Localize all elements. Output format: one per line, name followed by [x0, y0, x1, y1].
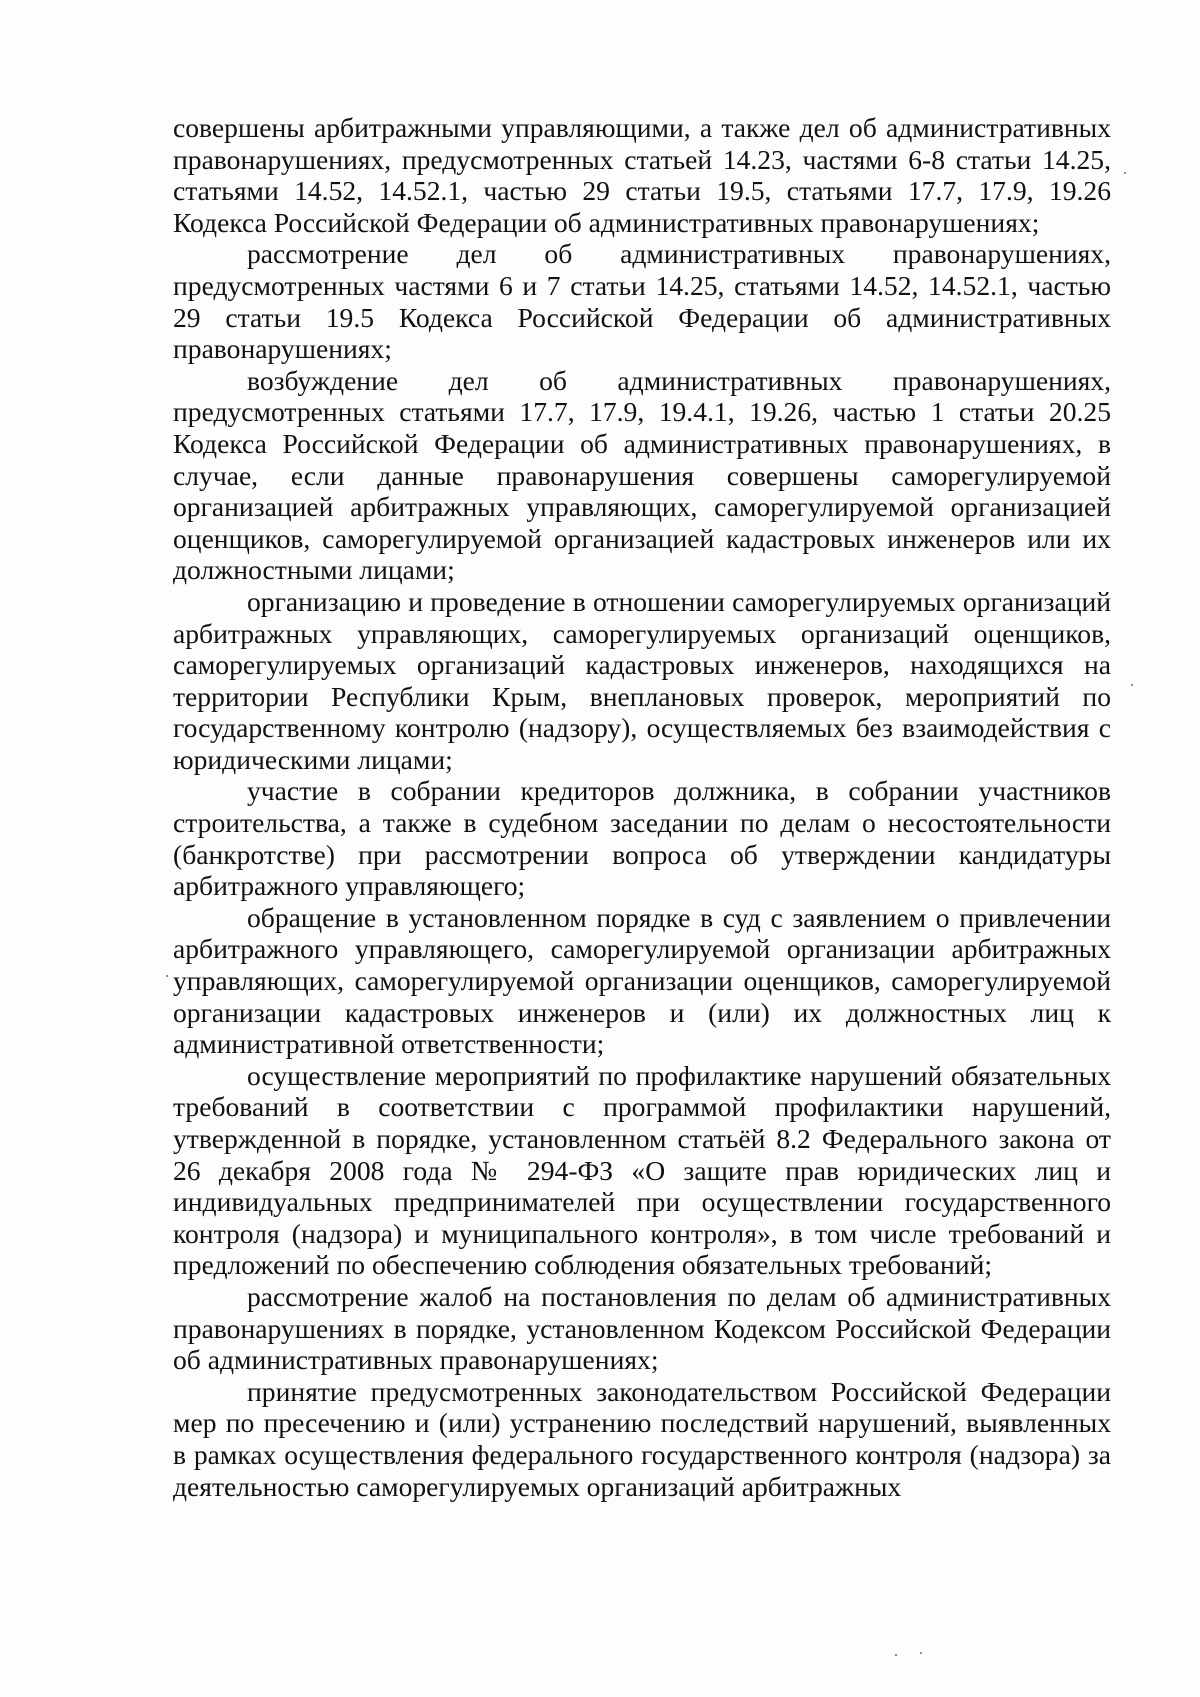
paragraph-1: совершены арбитражными управляющими, а также дел об административных правонарушениях, предусмотренных статьей 14.23, частями 6-8 статьи 14.25, статьями 14.52, 14.52.1, частью 29 статьи 19.5, статьями 17.7, 17.9, 19.26 Кодекса Российской Федерации об административных правонарушениях;: [173, 112, 1111, 238]
paragraph-2: рассмотрение дел об административных правонарушениях, предусмотренных частями 6 и 7 статьи 14.25, статьями 14.52, 14.52.1, частью 29 статьи 19.5 Кодекса Российской Федерации об административных правонарушениях;: [173, 238, 1111, 365]
scan-speck: [920, 1652, 922, 1654]
scan-speck: [166, 975, 168, 977]
paragraph-6: обращение в установленном порядке в суд с заявлением о привлечении арбитражного управляющего, саморегулируемой организации арбитражных управляющих, саморегулируемой организации оценщиков, саморегулируемой организации кадастровых инженеров и (или) их должностных лиц к административной ответственности;: [173, 901, 1111, 1060]
scan-speck: [895, 1654, 897, 1656]
paragraph-4: организацию и проведение в отношении саморегулируемых организаций арбитражных управляющих, саморегулируемых организаций оценщиков, саморегулируемых организаций кадастровых инженеров, находящихся на территории Республики Крым, внеплановых проверок, мероприятий по государственному контролю (надзору), осуществляемых без взаимодействия с юридическими лицами;: [173, 585, 1111, 775]
paragraph-7: осуществление мероприятий по профилактике нарушений обязательных требований в соответствии с программой профилактики нарушений, утвержденной в порядке, установленном статьёй 8.2 Федерального закона от 26 декабря 2008 года № 294-ФЗ «О защите прав юридических лиц и индивидуальных предпринимателей при осуществлении государственного контроля (надзора) и муниципального контроля», в том числе требований и предложений по обеспечению соблюдения обязательных требований;: [173, 1059, 1111, 1281]
paragraph-8: рассмотрение жалоб на постановления по делам об административных правонарушениях в порядке, установленном Кодексом Российской Федерации об административных правонарушениях;: [173, 1280, 1111, 1376]
scan-speck: [1124, 172, 1126, 174]
paragraph-3: возбуждение дел об административных правонарушениях, предусмотренных статьями 17.7, 17.9, 19.4.1, 19.26, частью 1 статьи 20.25 Кодекса Российской Федерации об административных правонарушениях, в случае, если данные правонарушения совершены саморегулируемой организацией арбитражных управляющих, саморегулируемой организацией оценщиков, саморегулируемой организацией кадастровых инженеров или их должностными лицами;: [173, 364, 1111, 586]
paragraph-9: принятие предусмотренных законодательством Российской Федерации мер по пресечению и (или) устранению последствий нарушений, выявленных в рамках осуществления федерального государственного контроля (надзора) за деятельностью саморегулируемых организаций арбитражных: [173, 1375, 1111, 1502]
scan-speck: [1131, 684, 1133, 686]
document-body: [173, 112, 1111, 1502]
paragraph-5: участие в собрании кредиторов должника, в собрании участников строительства, а также в судебном заседании по делам о несостоятельности (банкротстве) при рассмотрении вопроса об утверждении кандидатуры арбитражного управляющего;: [173, 775, 1111, 902]
